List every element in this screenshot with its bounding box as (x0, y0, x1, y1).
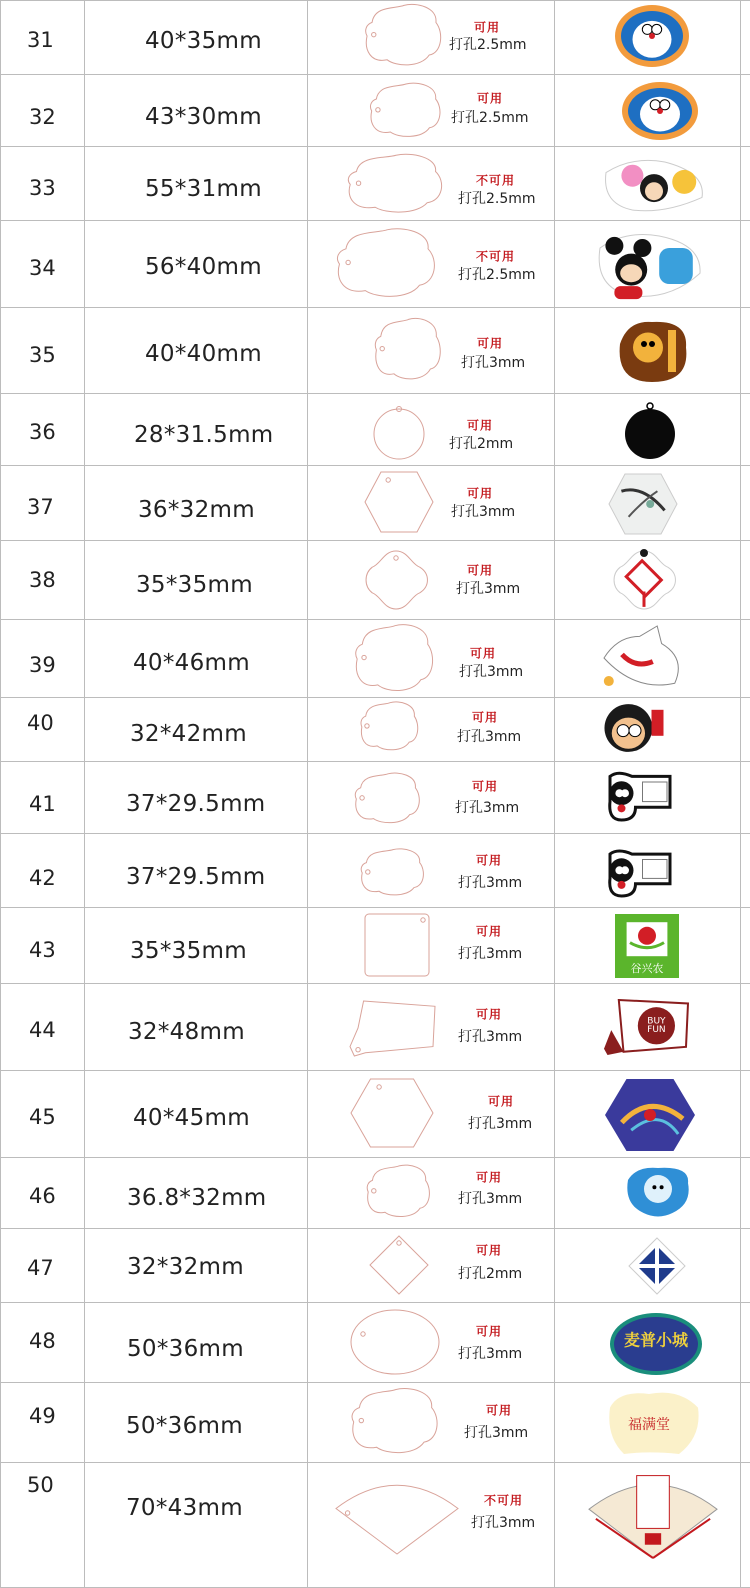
row-divider (0, 1157, 750, 1158)
hole-spec-label: 打孔3mm (458, 1191, 523, 1207)
panda-icon (604, 768, 674, 824)
row-divider (0, 220, 750, 221)
row-divider (0, 146, 750, 147)
blue-hexagon-art-icon (603, 1077, 697, 1153)
row-number: 43 (29, 938, 56, 962)
row-number: 48 (29, 1329, 56, 1353)
row-divider (0, 0, 750, 1)
minnie-icon (600, 154, 708, 216)
hole-spec-label: 打孔2.5mm (449, 37, 527, 53)
size-label: 36.8*32mm (127, 1185, 267, 1211)
row-divider (0, 697, 750, 698)
baby-cloud-icon (622, 1162, 694, 1222)
row-number: 49 (29, 1404, 56, 1428)
panda-icon (604, 846, 674, 900)
size-label: 43*30mm (145, 104, 262, 130)
hole-spec-label: 打孔3mm (458, 1346, 523, 1362)
size-label: 55*31mm (145, 176, 262, 202)
row-divider (0, 1228, 750, 1229)
svg-text:FUN: FUN (647, 1024, 666, 1035)
die-cut-outline (332, 1468, 462, 1558)
die-cut-outline (371, 401, 427, 461)
row-divider (0, 1462, 750, 1463)
hole-spec-label: 打孔2.5mm (458, 267, 536, 283)
row-number: 31 (27, 28, 54, 52)
folding-fan-icon (585, 1466, 721, 1562)
availability-label: 可用 (488, 1094, 515, 1109)
size-label: 36*32mm (138, 497, 255, 523)
hole-spec-label: 打孔2.5mm (458, 191, 536, 207)
row-divider (0, 393, 750, 394)
chinese-knot-icon (610, 548, 678, 612)
row-number: 41 (29, 792, 56, 816)
hole-spec-label: 打孔2mm (458, 1266, 523, 1282)
die-cut-outline (364, 1163, 434, 1221)
row-divider (0, 74, 750, 75)
die-cut-outline (367, 81, 445, 141)
die-cut-outline (347, 997, 439, 1059)
availability-label: 可用 (476, 924, 503, 939)
size-label: 40*35mm (145, 28, 262, 54)
row-divider (0, 833, 750, 834)
row-number: 46 (29, 1184, 56, 1208)
row-divider (0, 907, 750, 908)
hole-spec-label: 打孔3mm (464, 1425, 529, 1441)
row-divider (0, 1302, 750, 1303)
availability-label: 可用 (467, 418, 494, 433)
die-cut-outline (358, 700, 422, 754)
size-label: 35*35mm (136, 572, 253, 598)
size-label: 37*29.5mm (126, 864, 266, 890)
size-label: 32*48mm (128, 1019, 245, 1045)
coffee-cup-icon (600, 996, 694, 1058)
availability-label: 可用 (470, 646, 497, 661)
die-cut-outline (362, 2, 446, 70)
die-cut-outline (362, 548, 430, 612)
row-divider (0, 761, 750, 762)
column-divider (84, 0, 85, 1588)
hole-spec-label: 打孔3mm (458, 1029, 523, 1045)
availability-label: 可用 (476, 1007, 503, 1022)
black-circle-icon (622, 402, 678, 460)
row-number: 42 (29, 866, 56, 890)
hole-spec-label: 打孔3mm (458, 875, 523, 891)
size-label: 70*43mm (126, 1495, 243, 1521)
row-divider (0, 307, 750, 308)
svg-text:谷兴农: 谷兴农 (630, 961, 664, 975)
size-label: 32*32mm (127, 1254, 244, 1280)
row-number: 44 (29, 1018, 56, 1042)
hole-spec-label: 打孔3mm (455, 800, 520, 816)
size-label: 37*29.5mm (126, 791, 266, 817)
doraemon-icon (620, 80, 700, 142)
availability-label: 可用 (472, 710, 499, 725)
yellow-flower-logo-icon (604, 1386, 704, 1458)
hole-spec-label: 打孔3mm (458, 946, 523, 962)
row-divider (0, 983, 750, 984)
size-label: 32*42mm (130, 721, 247, 747)
hole-spec-label: 打孔3mm (461, 355, 526, 371)
column-divider (554, 0, 555, 1588)
green-square-logo-icon (613, 912, 681, 980)
row-number: 40 (27, 711, 54, 735)
hole-spec-label: 打孔3mm (471, 1515, 536, 1531)
availability-label: 可用 (472, 779, 499, 794)
size-label: 50*36mm (126, 1413, 243, 1439)
blue-diamond-logo-icon (627, 1236, 687, 1296)
die-cut-outline (333, 226, 441, 302)
hole-spec-label: 打孔2mm (449, 436, 514, 452)
hole-spec-label: 打孔2.5mm (451, 110, 529, 126)
die-cut-outline (368, 1234, 430, 1296)
row-number: 50 (27, 1473, 54, 1497)
doraemon-icon (613, 3, 691, 69)
svg-text:福满堂: 福满堂 (628, 1417, 670, 1434)
die-cut-outline (349, 1077, 435, 1149)
row-divider (0, 465, 750, 466)
fortune-cat-icon (612, 316, 692, 386)
size-label: 50*36mm (127, 1336, 244, 1362)
die-cut-outline (348, 1386, 443, 1458)
availability-label: 可用 (477, 336, 504, 351)
size-label: 56*40mm (145, 254, 262, 280)
column-divider (740, 0, 741, 1588)
column-divider (307, 0, 308, 1588)
die-cut-outline (352, 771, 424, 827)
cartoon-cat-icon (600, 622, 688, 694)
ink-painting-hexagon-icon (607, 472, 679, 536)
size-label: 40*45mm (133, 1105, 250, 1131)
mickey-icon (592, 230, 704, 302)
availability-label: 不可用 (476, 249, 516, 264)
row-number: 39 (29, 653, 56, 677)
size-label: 40*40mm (145, 341, 262, 367)
row-divider (0, 619, 750, 620)
availability-label: 不可用 (476, 173, 516, 188)
availability-label: 可用 (477, 91, 504, 106)
row-number: 47 (27, 1256, 54, 1280)
availability-label: 可用 (476, 1243, 503, 1258)
row-divider (0, 1070, 750, 1071)
svg-text:BUY: BUY (647, 1016, 666, 1027)
cartoon-character-icon (602, 702, 668, 754)
hole-spec-label: 打孔3mm (451, 504, 516, 520)
hole-spec-label: 打孔3mm (457, 729, 522, 745)
size-label: 40*46mm (133, 650, 250, 676)
svg-text:麦普小城: 麦普小城 (623, 1330, 689, 1350)
blue-oval-logo-icon (608, 1311, 704, 1377)
die-cut-outline (363, 912, 431, 978)
row-divider (0, 1382, 750, 1383)
availability-label: 可用 (467, 486, 494, 501)
availability-label: 可用 (476, 1170, 503, 1185)
size-label: 28*31.5mm (134, 422, 274, 448)
row-number: 45 (29, 1105, 56, 1129)
die-cut-outline (349, 1308, 441, 1376)
row-number: 36 (29, 420, 56, 444)
row-number: 34 (29, 256, 56, 280)
row-number: 37 (27, 495, 54, 519)
row-number: 35 (29, 343, 56, 367)
hole-spec-label: 打孔3mm (468, 1116, 533, 1132)
die-cut-outline (352, 622, 438, 696)
row-number: 33 (29, 176, 56, 200)
hole-spec-label: 打孔3mm (456, 581, 521, 597)
die-cut-outline (344, 152, 448, 217)
die-cut-outline (372, 316, 445, 384)
row-number: 32 (29, 105, 56, 129)
availability-label: 可用 (476, 1324, 503, 1339)
row-divider (0, 540, 750, 541)
availability-label: 可用 (467, 563, 494, 578)
column-divider (0, 0, 1, 1588)
hole-spec-label: 打孔3mm (459, 664, 524, 680)
die-cut-outline (358, 847, 428, 899)
availability-label: 可用 (476, 853, 503, 868)
die-cut-outline (363, 470, 435, 534)
availability-label: 可用 (474, 20, 501, 35)
availability-label: 不可用 (484, 1493, 524, 1508)
row-number: 38 (29, 568, 56, 592)
size-label: 35*35mm (130, 938, 247, 964)
availability-label: 可用 (486, 1403, 513, 1418)
